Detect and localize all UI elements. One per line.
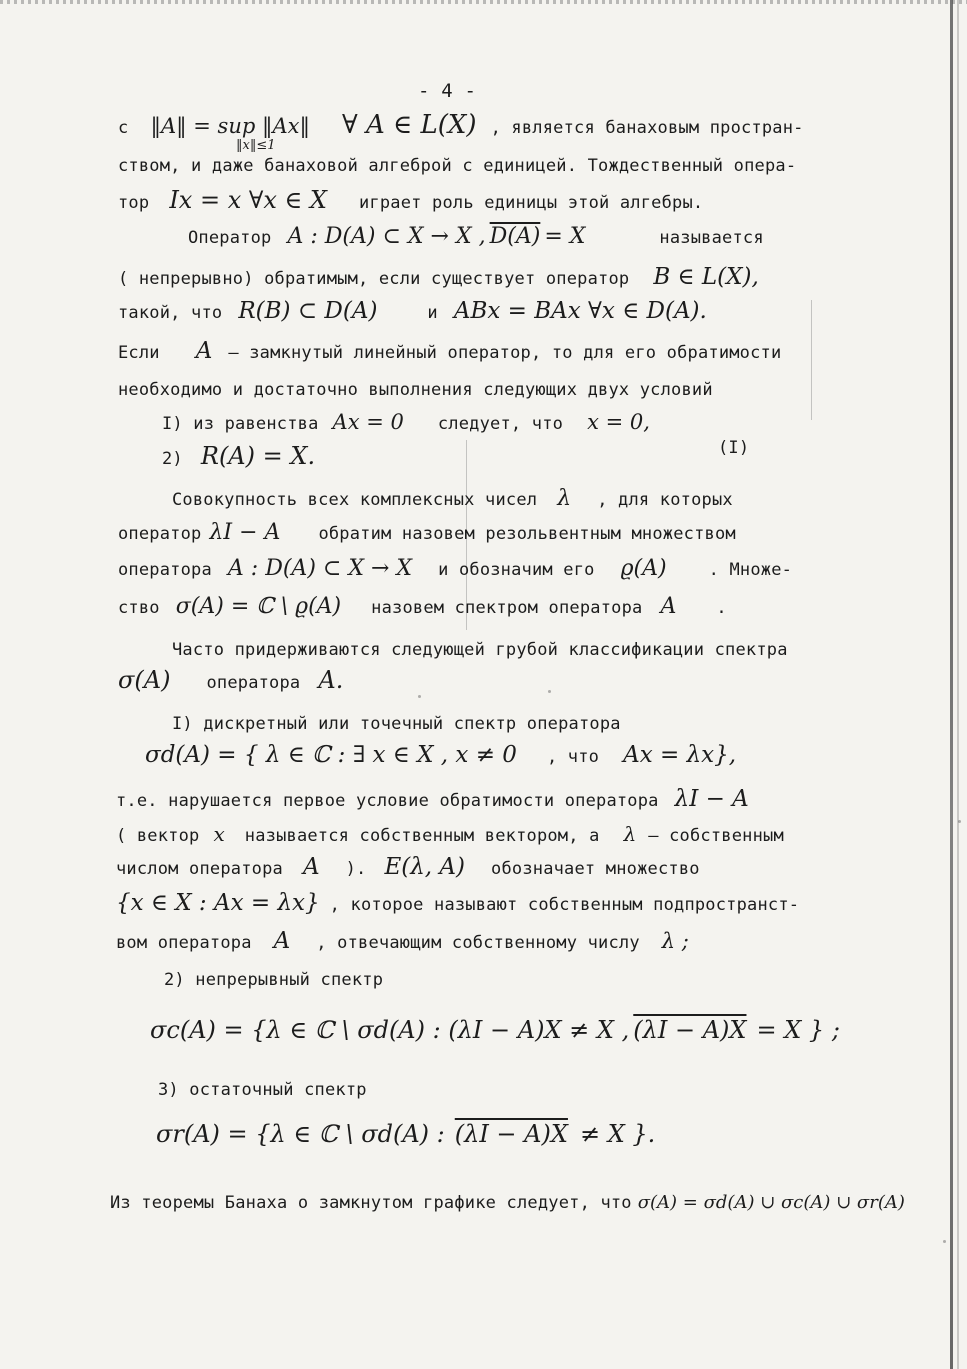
text-line-28: Из теоремы Банаха о замкнутом графике следует, что σ(A) = σd(A) ∪ σc(A) ∪ σr(A) [110, 1192, 905, 1213]
scan-speck [943, 1240, 946, 1243]
spectrum-item-1: I) дискретный или точечный спектр оператора [172, 714, 621, 734]
text-line-12: оператор λI − A обратим назовем резольвентным множеством [118, 520, 736, 545]
text-line-14: ство σ(A) = ℂ \ ϱ(A) назовем спектром оператора A . [118, 594, 727, 619]
scan-edge-top [0, 0, 967, 4]
text-line-6: такой, что R(B) ⊂ D(A) и ABx = BAx ∀x ∈ D(A). [118, 298, 707, 324]
text-line-8: необходимо и достаточно выполнения следующих двух условий [118, 380, 713, 400]
discrete-spectrum-formula: σd(A) = { λ ∈ ℂ : ∃ x ∈ X , x ≠ 0 , что Ax = λx}, [145, 742, 737, 768]
text-line-4: Оператор A : D(A) ⊂ X → X , D(A) = X называется [188, 224, 764, 249]
scan-speck [418, 695, 421, 698]
text-line-1: с ‖A‖ = sup ‖Ax‖ ∀ A ∈ L(X) , является банаховым простран- [118, 110, 804, 140]
sup-subscript: ‖x‖≤1 [236, 138, 276, 153]
condition-1: I) из равенства Ax = 0 следует, что x = 0, [162, 410, 650, 434]
text-line-2: ством, и даже банаховой алгеброй с единицей. Тождественный опера- [118, 156, 797, 176]
text-line-5: ( непрерывно) обратимым, если существует оператор B ∈ L(X), [118, 264, 759, 290]
scan-artifact-line [811, 300, 812, 420]
text-line-19: т.е. нарушается первое условие обратимости оператора λI − A [116, 786, 749, 812]
scan-speck [958, 820, 961, 823]
equation-number: (I) [718, 438, 750, 458]
text-line-20: ( вектор x называется собственным вектором, а λ – собственным [116, 822, 784, 846]
spectrum-item-2: 2) непрерывный спектр [164, 970, 384, 990]
condition-2: 2) R(A) = X. [162, 442, 316, 470]
residual-spectrum-formula: σr(A) = {λ ∈ ℂ \ σd(A) : (λI − A)X ≠ X }. [156, 1120, 656, 1148]
scan-speck [548, 690, 551, 693]
page-number: - 4 - [418, 80, 477, 102]
text-line-15: Часто придерживаются следующей грубой классификации спектра [172, 640, 788, 660]
text-line-11: Совокупность всех комплексных чисел λ , для которых [172, 486, 733, 511]
text-line-13: оператора A : D(A) ⊂ X → X и обозначим его ϱ(A) . Множе- [118, 556, 793, 581]
text-line-22: {x ∈ X : Ax = λx} , которое называют собственным подпространст- [116, 890, 800, 916]
continuous-spectrum-formula: σc(A) = {λ ∈ ℂ \ σd(A) : (λI − A)X ≠ X , (λI − A)X = X } ; [150, 1016, 840, 1044]
text-line-16: σ(A) оператора A. [118, 666, 344, 694]
text-line-21: числом оператора A ). E(λ, A) обозначает множество [116, 854, 700, 880]
spectrum-item-3: 3) остаточный спектр [158, 1080, 367, 1100]
text-line-23: вом оператора A , отвечающим собственному числу λ ; [116, 928, 689, 954]
scan-edge-right-faint [957, 0, 959, 1369]
text-line-7: Если A – замкнутый линейный оператор, то для его обратимости [118, 338, 782, 364]
scan-edge-right [950, 0, 953, 1369]
text-line-3: тор Ix = x ∀x ∈ X играет роль единицы этой алгебры. [118, 186, 704, 214]
